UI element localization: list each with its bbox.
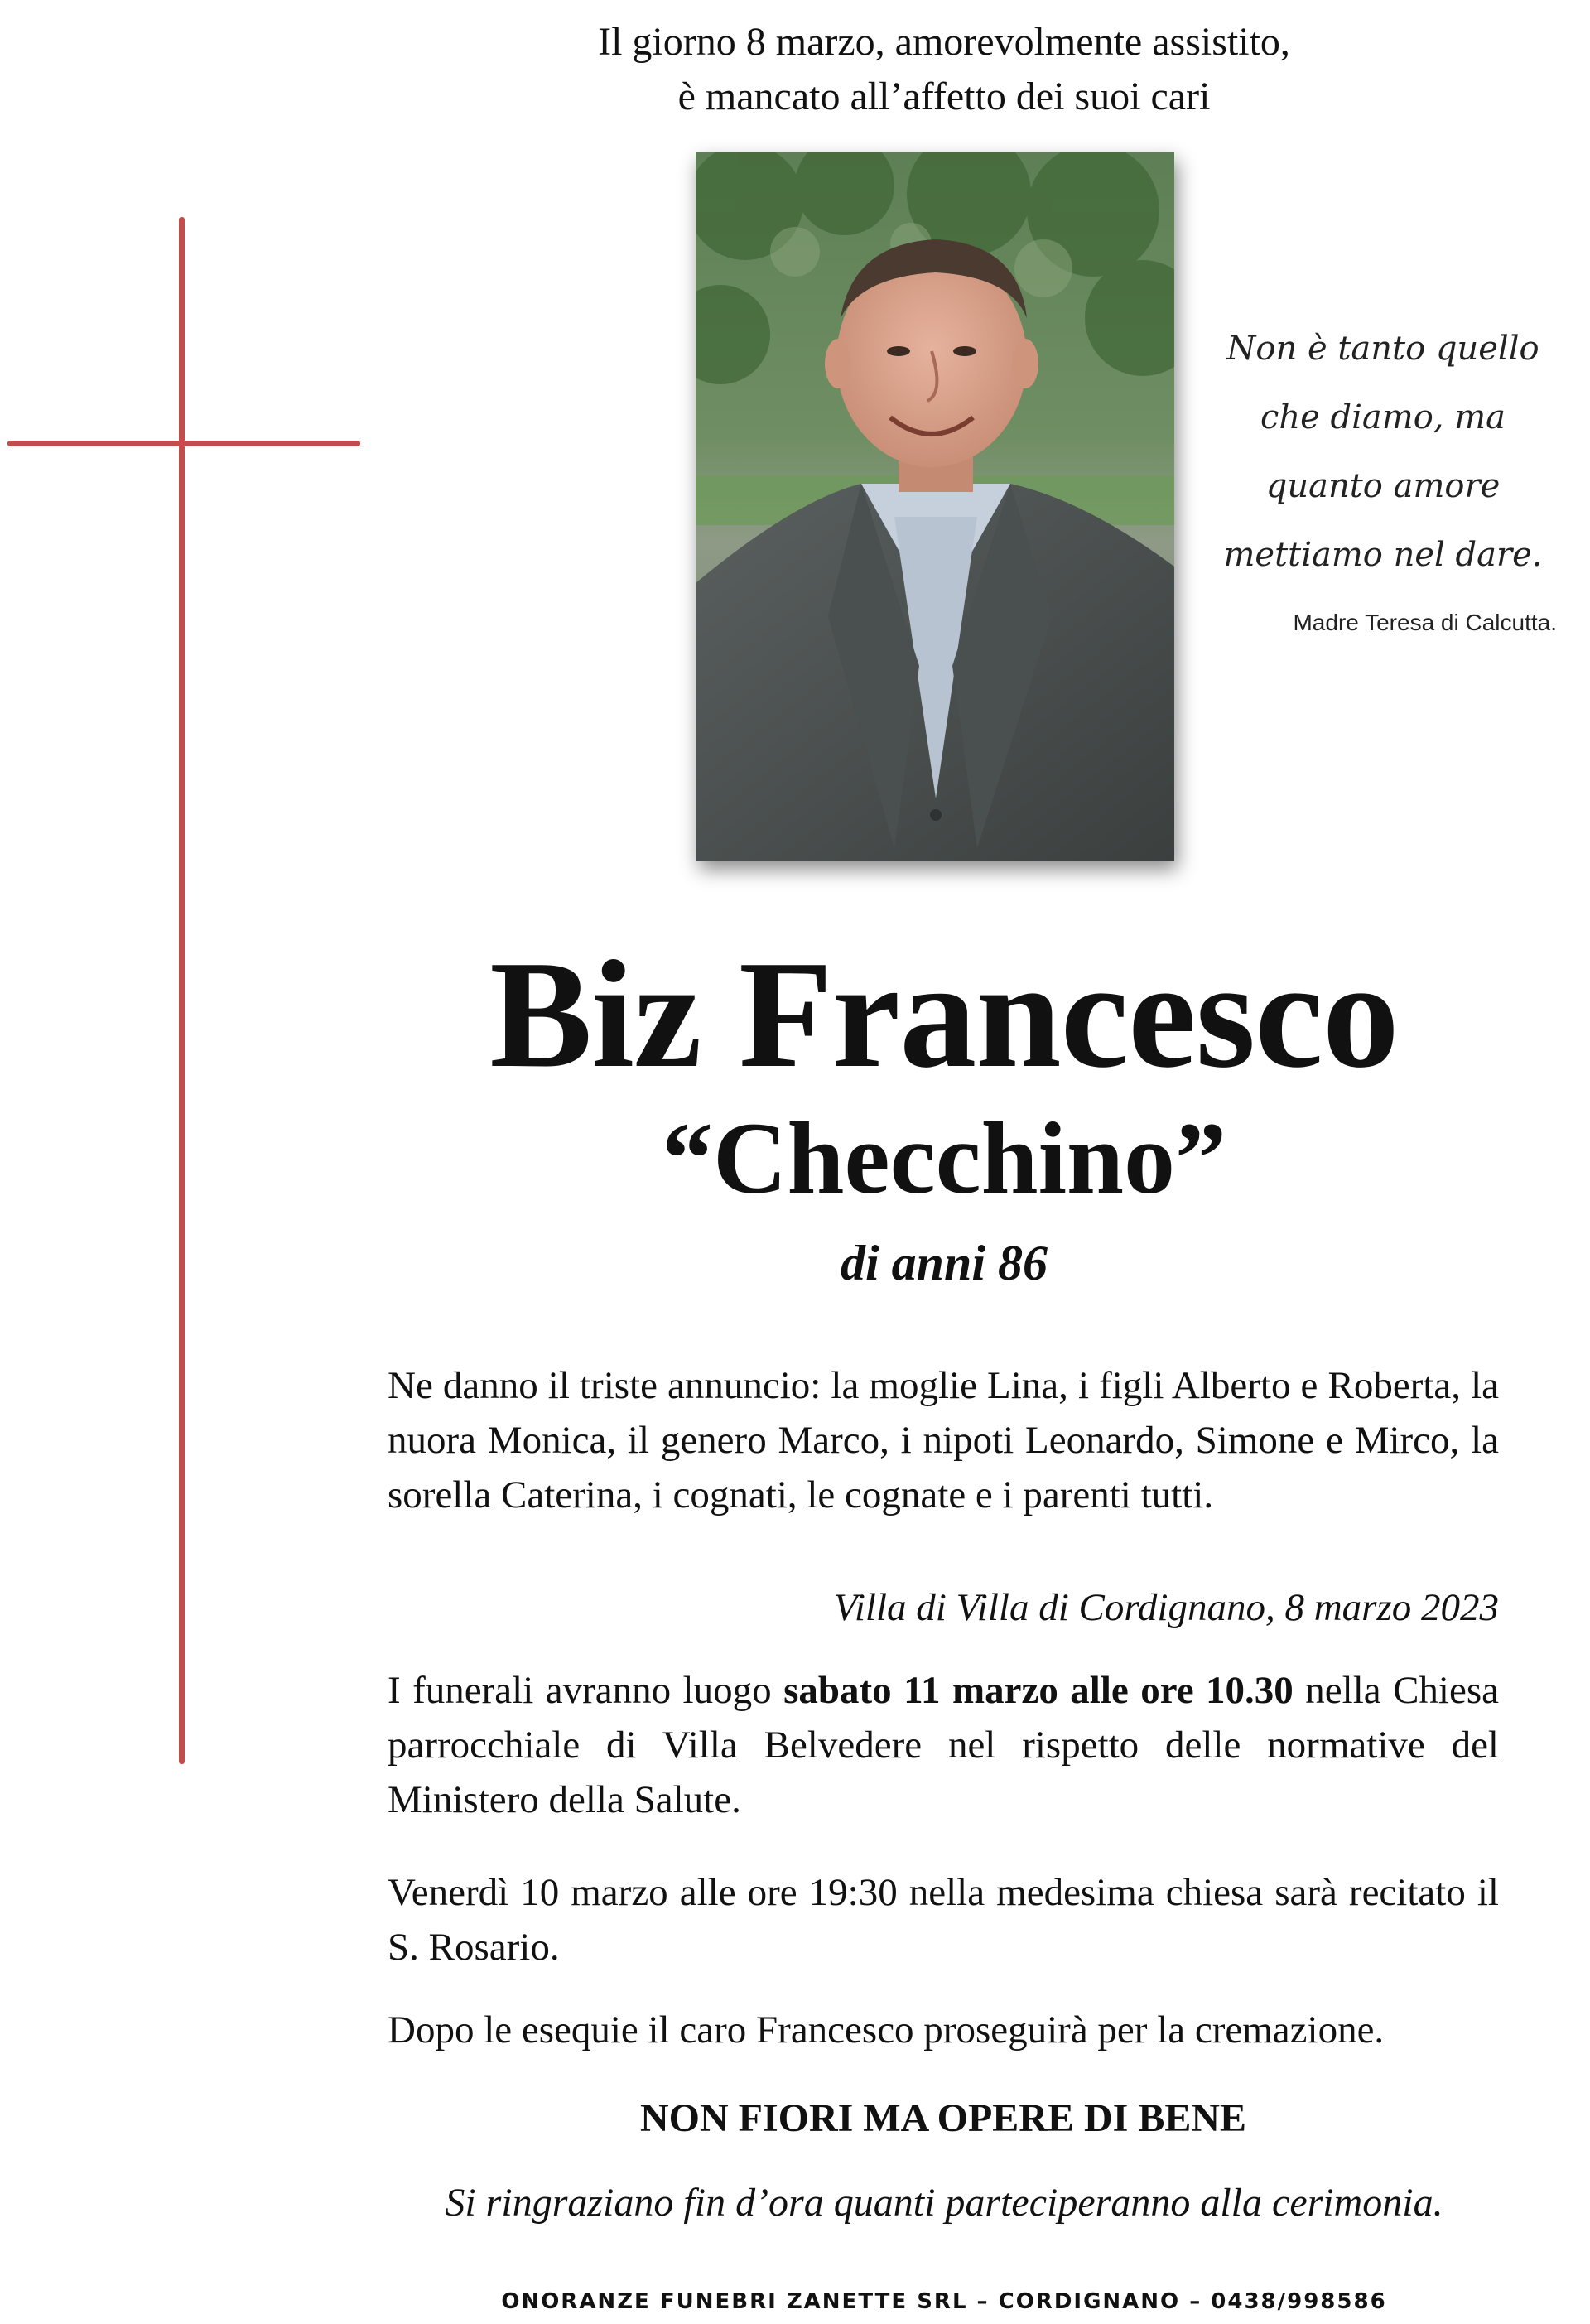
portrait-photo: [696, 152, 1174, 861]
no-flowers-notice: NON FIORI MA OPERE DI BENE: [639, 2096, 1247, 2140]
funeral-text-before: I funerali avranno luogo: [388, 1669, 784, 1712]
deceased-nickname: “Checchino”: [662, 1102, 1226, 1215]
intro-text: [0, 15, 1590, 124]
cross-vertical: [179, 217, 185, 1764]
cremation-paragraph: Dopo le esequie il caro Francesco proseguirà per la cremazione.: [388, 2008, 1385, 2052]
quote: [1192, 315, 1573, 590]
funeral-text-after: nella Chiesa parrocchiale di Villa Belvedere nel rispetto delle normative del Ministero della Salute.: [388, 1669, 1499, 1821]
announcement-paragraph: Ne danno il triste annuncio: la moglie Lina, i figli Alberto e Roberta, la nuora Monica, il genero Marco, i nipoti Leonardo, Simone e Mirco, la sorella Caterina, i cognati, le cognate e i parenti tutti.: [388, 1364, 1499, 1516]
funeral-date-time: sabato 11 marzo alle ore 10.30: [783, 1669, 1294, 1712]
quote-line-4: mettiamo nel dare.: [1223, 536, 1543, 574]
cross-horizontal: [7, 441, 360, 446]
quote-line-2: che diamo, ma: [1260, 398, 1506, 436]
place-date: Villa di Villa di Cordignano, 8 marzo 2023: [833, 1586, 1499, 1629]
deceased-name: Biz Francesco: [489, 929, 1399, 1100]
funeral-home-footer: ONORANZE FUNEBRI ZANETTE SRL – CORDIGNANO – 0438/998586: [501, 2289, 1387, 2314]
quote-line-3: quanto amore: [1265, 467, 1501, 505]
deceased-age: di anni 86: [840, 1236, 1048, 1290]
funeral-paragraph: [388, 1663, 1499, 1827]
quote-author: Madre Teresa di Calcutta.: [1293, 610, 1557, 635]
intro-line-1: Il giorno 8 marzo, amorevolmente assistito,: [598, 20, 1290, 64]
quote-line-1: Non è tanto quello: [1226, 330, 1539, 368]
thanks-line: Si ringraziano fin d’ora quanti parteciperanno alla cerimonia.: [445, 2181, 1443, 2225]
intro-line-2: è mancato all’affetto dei suoi cari: [677, 75, 1211, 118]
rosary-paragraph: Venerdì 10 marzo alle ore 19:30 nella medesima chiesa sarà recitato il S. Rosario.: [388, 1871, 1499, 1969]
